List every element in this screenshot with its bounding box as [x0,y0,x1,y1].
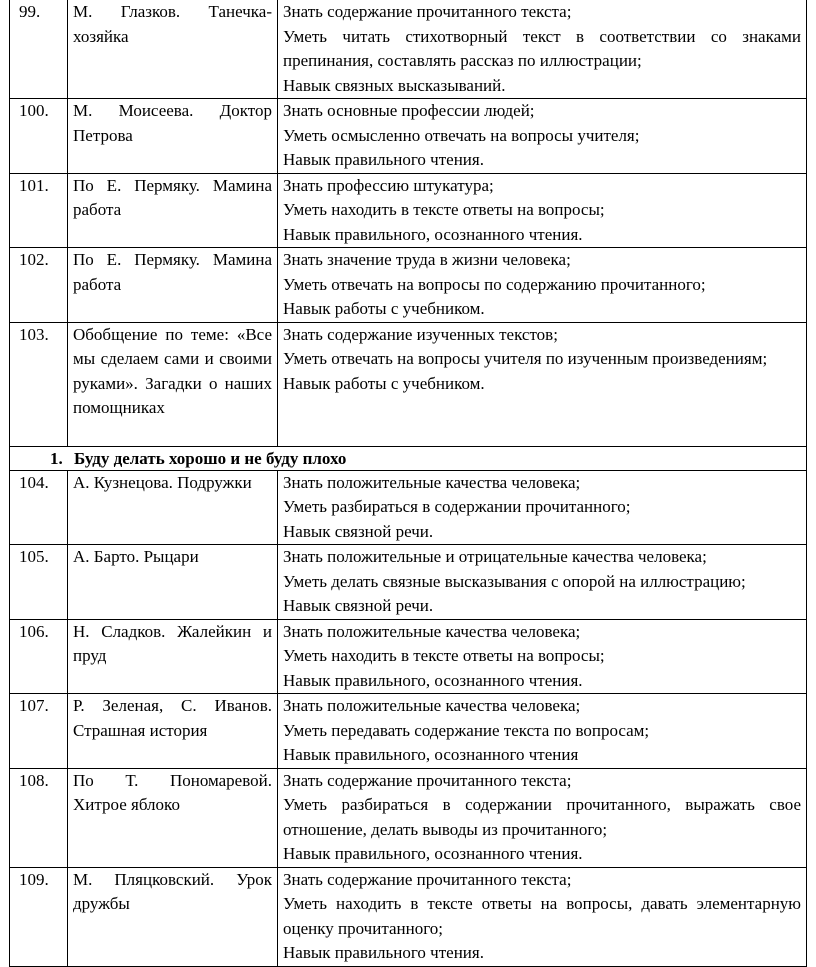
lesson-title: По Е. Пермяку. Мамина работа [68,248,278,323]
objective-item: Знать содержание прочитанного текста; [283,869,572,889]
table-row [10,694,807,769]
objective-item: Знать профессию штукатура; [283,175,494,195]
lesson-number: 106. [10,619,68,694]
lesson-title: А. Кузнецова. Подружки [68,470,278,545]
objective-item: Уметь находить в тексте ответы на вопросы, давать элементарную оценку прочитанного; [283,894,801,938]
objective-item: Уметь делать связные высказывания с опорой на иллюстрацию; [283,571,746,591]
lesson-number: 107. [10,694,68,769]
objective-item: Уметь отвечать на вопросы учителя по изученным произведениям; [283,349,768,368]
objective-item: Знать положительные качества человека; [283,472,581,492]
lesson-objectives [278,867,807,966]
lesson-number: 105. [10,545,68,620]
objective-item: Знать положительные качества человека; [283,621,581,641]
lesson-number: 109. [10,867,68,966]
table-row [10,867,807,966]
objective-item: Уметь отвечать на вопросы по содержанию прочитанного; [283,274,706,294]
lesson-title: По Т. Пономаревой. Хитрое яблоко [68,768,278,867]
objective-item: Уметь разбираться в содержании прочитанного, выражать свое отношение, делать выводы из прочитанного; [283,795,801,839]
table-row [10,545,807,620]
objective-item: Навык правильного, осознанного чтения. [283,670,583,690]
objective-item: Знать положительные качества человека; [283,696,581,715]
objective-item: Уметь передавать содержание текста по вопросам; [283,720,650,740]
lesson-objectives [278,248,807,323]
lesson-objectives [278,173,807,248]
table-row [10,470,807,545]
lesson-title: По Е. Пермяку. Мамина работа [68,173,278,248]
objective-item: Навык правильного, осознанного чтения [283,745,579,764]
lesson-number: 104. [10,470,68,545]
objective-item: Знать содержание изученных текстов; [283,324,558,344]
objective-item: Уметь находить в тексте ответы на вопросы; [283,200,605,219]
objective-item: Навык связных высказываний. [283,75,506,95]
objective-item: Навык правильного чтения. [283,943,484,962]
section-heading [10,446,807,470]
lesson-objectives [278,619,807,694]
objective-item: Знать основные профессии людей; [283,101,535,120]
objective-item: Навык правильного, осознанного чтения. [283,224,583,244]
lesson-title: Р. Зеленая, С. Иванов. Страшная история [68,694,278,769]
objective-item: Навык работы с учебником. [283,373,485,393]
objective-item: Навык правильного чтения. [283,150,484,169]
lesson-objectives [278,768,807,867]
lesson-objectives [278,470,807,545]
section-title: Буду делать хорошо и не буду плохо [74,448,347,468]
table-row [10,248,807,323]
lesson-number: 108. [10,768,68,867]
objective-item: Уметь осмысленно отвечать на вопросы учителя; [283,125,640,145]
lesson-objectives [278,545,807,620]
lesson-title: Обобщение по теме: «Все мы сделаем сами и своими руками». Загадки о наших помощниках [68,322,278,446]
table-row [10,99,807,174]
lesson-number: 100. [10,99,68,174]
lesson-objectives [278,99,807,174]
lesson-title: М. Глазков. Танечка-хозяйка [68,0,278,99]
lesson-number: 102. [10,248,68,323]
objective-item: Уметь разбираться в содержании прочитанного; [283,497,631,516]
table-row [10,322,807,446]
lesson-objectives [278,694,807,769]
lesson-title: М. Пляцковский. Урок дружбы [68,867,278,966]
lesson-objectives [278,322,807,446]
lesson-objectives [278,0,807,99]
objective-item: Навык работы с учебником. [283,299,485,318]
section-heading-row [10,446,807,470]
objective-item: Уметь находить в тексте ответы на вопросы; [283,646,605,665]
objective-item: Навык правильного, осознанного чтения. [283,844,583,863]
lesson-plan-table-body [10,0,807,966]
lesson-number: 103. [10,322,68,446]
section-number: 1. [50,448,63,468]
objective-item: Знать положительные и отрицательные качества человека; [283,547,707,566]
lesson-plan-table [9,0,807,967]
objective-item: Знать содержание прочитанного текста; [283,770,572,790]
lesson-title: М. Моисеева. Доктор Петрова [68,99,278,174]
objective-item: Уметь читать стихотворный текст в соответствии со знаками препинания, составлять рассказ по иллюстрации; [283,26,801,70]
objective-item: Навык связной речи. [283,521,434,541]
lesson-title: Н. Сладков. Жалейкин и пруд [68,619,278,694]
objective-item: Знать содержание прочитанного текста; [283,2,572,21]
lesson-number: 99. [10,0,68,99]
objective-item: Навык связной речи. [283,596,434,615]
table-row [10,768,807,867]
table-row [10,619,807,694]
lesson-title: А. Барто. Рыцари [68,545,278,620]
lesson-number: 101. [10,173,68,248]
objective-item: Знать значение труда в жизни человека; [283,250,571,269]
table-row [10,0,807,99]
table-row [10,173,807,248]
